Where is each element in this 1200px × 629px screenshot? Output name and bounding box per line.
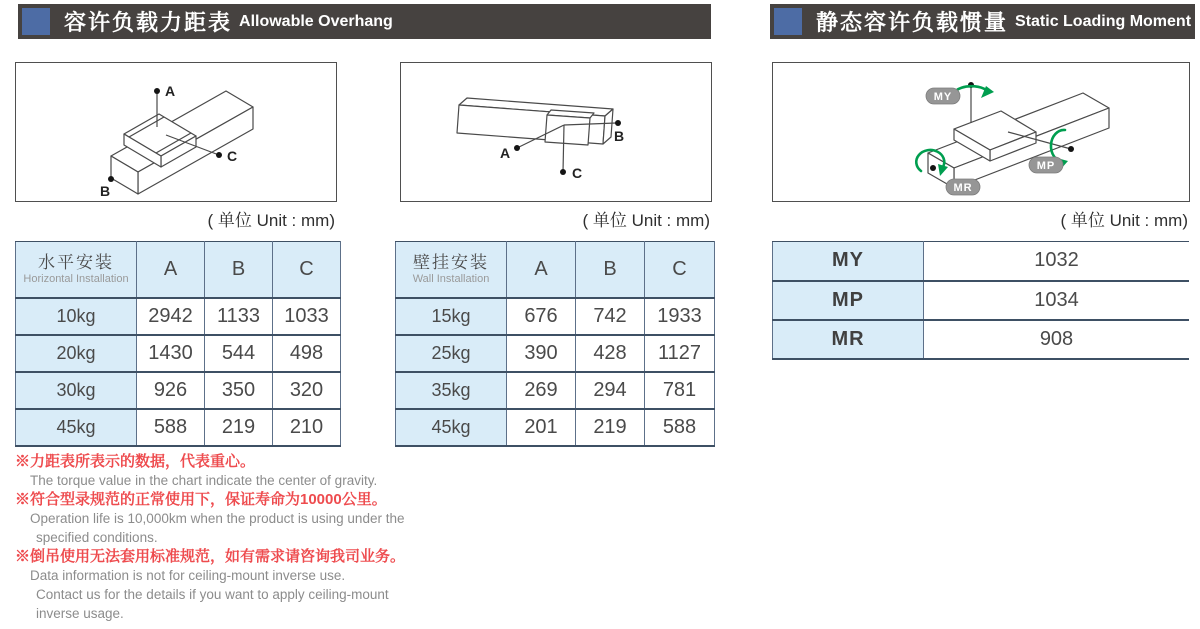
column-header-b: B (205, 242, 273, 298)
note-en: Data information is not for ceiling-mount inverse use. (30, 568, 346, 583)
value-cell: 1430 (137, 335, 205, 372)
column-header-b: B (576, 242, 645, 298)
table-row (16, 298, 341, 335)
moment-value-cell: 1032 (924, 242, 1190, 281)
value-cell: 676 (507, 298, 576, 335)
mp-badge-label: MP (1036, 160, 1056, 172)
load-cell: 35kg (396, 372, 507, 409)
section-title-en: Allowable Overhang (239, 12, 393, 30)
section-header-static-loading-moment (770, 4, 1195, 39)
value-cell: 390 (507, 335, 576, 372)
value-cell: 350 (205, 372, 273, 409)
point-b-label: B (100, 183, 111, 199)
rail-isometric-diagram-icon (16, 63, 334, 199)
point-c-label: C (572, 165, 583, 181)
table-title-zh: 水平安装 (38, 253, 114, 273)
table-header-row (16, 242, 341, 298)
table-row (396, 409, 715, 446)
note-zh: ※倒吊使用无法套用标准规范，如有需求请咨询我司业务。 (15, 548, 406, 565)
unit-label: ( 单位 Unit : mm) (1060, 211, 1188, 230)
value-cell: 781 (645, 372, 715, 409)
moment-label-cell: MR (773, 320, 924, 359)
table-row (396, 372, 715, 409)
wall-installation-table (395, 241, 715, 447)
table-title-en: Horizontal Installation (23, 272, 129, 285)
table-title-cell (396, 242, 507, 298)
table-title-cell (16, 242, 137, 298)
note-zh: ※力距表所表示的数据，代表重心。 (15, 453, 256, 470)
value-cell: 2942 (137, 298, 205, 335)
table-row (16, 335, 341, 372)
moment-value-cell: 908 (924, 320, 1190, 359)
moment-label-cell: MY (773, 242, 924, 281)
horizontal-installation-table (15, 241, 341, 447)
load-cell: 15kg (396, 298, 507, 335)
value-cell: 1033 (273, 298, 341, 335)
value-cell: 1133 (205, 298, 273, 335)
section-title-en: Static Loading Moment (1015, 12, 1192, 30)
table-row (16, 409, 341, 446)
value-cell: 1127 (645, 335, 715, 372)
column-header-c: C (273, 242, 341, 298)
table-row (396, 298, 715, 335)
load-cell: 20kg (16, 335, 137, 372)
section-header-allowable-overhang (18, 4, 711, 39)
note-zh: ※符合型录规范的正常使用下，保证寿命为10000公里。 (15, 491, 387, 508)
note-en: inverse usage. (36, 606, 124, 621)
value-cell: 294 (576, 372, 645, 409)
unit-label: ( 单位 Unit : mm) (582, 211, 710, 230)
point-c-label: C (227, 148, 238, 164)
column-header-a: A (137, 242, 205, 298)
accent-square-icon (774, 8, 802, 35)
value-cell: 926 (137, 372, 205, 409)
value-cell: 201 (507, 409, 576, 446)
value-cell: 219 (576, 409, 645, 446)
value-cell: 428 (576, 335, 645, 372)
load-cell: 25kg (396, 335, 507, 372)
load-cell: 45kg (396, 409, 507, 446)
column-header-c: C (645, 242, 715, 298)
value-cell: 498 (273, 335, 341, 372)
table-title-en: Wall Installation (412, 272, 490, 285)
table-header-row (396, 242, 715, 298)
static-moment-diagram (772, 62, 1190, 202)
wall-installation-diagram (400, 62, 712, 202)
value-cell: 320 (273, 372, 341, 409)
my-badge-label: MY (933, 91, 953, 103)
value-cell: 588 (137, 409, 205, 446)
value-cell: 219 (205, 409, 273, 446)
value-cell: 742 (576, 298, 645, 335)
section-title-zh: 静态容许负载惯量 (816, 10, 1009, 35)
note-en: The torque value in the chart indicate the center of gravity. (30, 473, 378, 488)
footnotes (15, 452, 535, 623)
column-header-a: A (507, 242, 576, 298)
unit-label: ( 单位 Unit : mm) (207, 211, 335, 230)
value-cell: 588 (645, 409, 715, 446)
point-b-label: B (614, 128, 625, 144)
mr-badge-label: MR (953, 182, 973, 194)
load-cell: 30kg (16, 372, 137, 409)
rail-moments-diagram-icon (773, 63, 1187, 199)
table-row (773, 320, 1190, 359)
value-cell: 269 (507, 372, 576, 409)
value-cell: 544 (205, 335, 273, 372)
note-en: Operation life is 10,000km when the product is using under the (30, 511, 405, 526)
point-a-label: A (500, 145, 511, 161)
rail-wall-diagram-icon (401, 63, 709, 199)
table-row (16, 372, 341, 409)
load-cell: 45kg (16, 409, 137, 446)
table-row (773, 242, 1190, 281)
value-cell: 1933 (645, 298, 715, 335)
point-a-label: A (165, 83, 176, 99)
moment-value-cell: 1034 (924, 281, 1190, 320)
table-row (396, 335, 715, 372)
moment-label-cell: MP (773, 281, 924, 320)
load-cell: 10kg (16, 298, 137, 335)
horizontal-installation-diagram (15, 62, 337, 202)
value-cell: 210 (273, 409, 341, 446)
note-en: specified conditions. (36, 530, 158, 545)
section-title-zh: 容许负载力距表 (64, 10, 233, 35)
static-moment-table (772, 241, 1189, 360)
note-en: Contact us for the details if you want to apply ceiling-mount (36, 587, 389, 602)
table-row (773, 281, 1190, 320)
table-title-zh: 壁挂安装 (413, 253, 489, 273)
accent-square-icon (22, 8, 50, 35)
